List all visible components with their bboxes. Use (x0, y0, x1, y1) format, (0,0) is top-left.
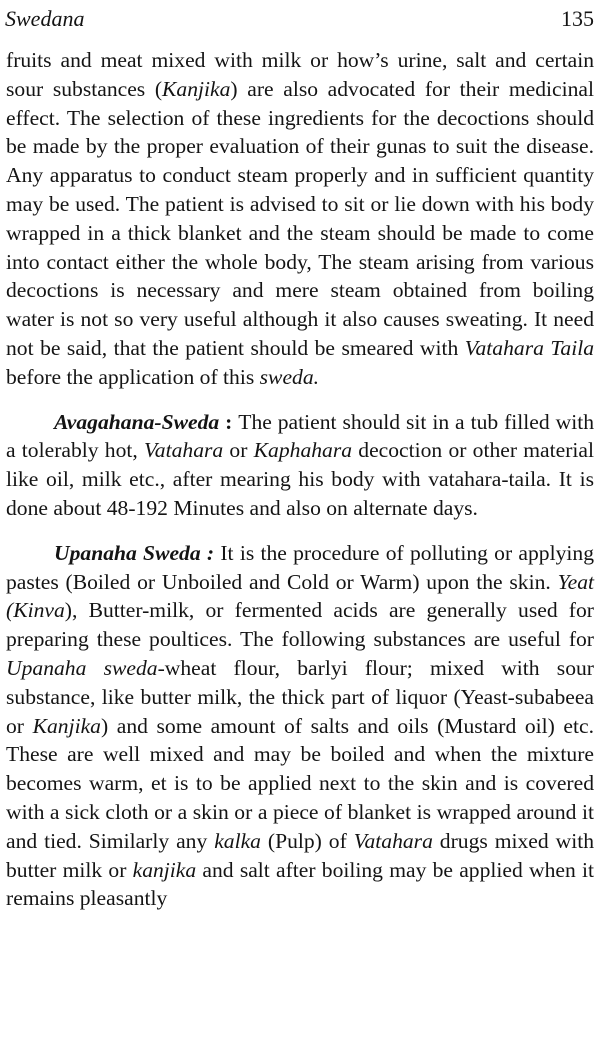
text-run: The patient should sit in a tub filled with a tolerably hot, (6, 409, 594, 463)
text-run: and salt after boiling may be applied when it remains pleasantly (6, 857, 594, 911)
body-text (6, 46, 594, 913)
text-run: or (223, 438, 254, 463)
text-run: (Pulp) of (260, 828, 354, 853)
text-run-italic: Vatahara (353, 828, 433, 853)
section-heading: Avagahana-Sweda (54, 409, 220, 434)
text-run-italic: Kaphahara (253, 438, 353, 463)
page-number: 135 (561, 6, 594, 31)
text-run: drugs mixed with butter milk or (6, 828, 595, 882)
text-run: decoction or other material like oil, milk etc., after mearing his body with vatahara-taila. It is done about 48-192 Minutes and also on alternate days. (6, 438, 594, 520)
text-run-italic: kanjika (132, 857, 197, 882)
text-run-italic: Kanjika (32, 713, 101, 738)
section-heading: Upanaha Sweda : (54, 540, 215, 565)
text-run-italic: Vatahara (144, 438, 224, 463)
text-run: ) are also advocated for their medicinal effect. The selection of these ingredients for the decoctions should be made by the proper evaluation of their gunas to suit the disease. Any apparatus to conduct steam properly and in sufficient quantity may be used. The patient is advised to sit or lie down with his body wrapped in a thick blanket and the steam should be made to come into contact either the whole body, The steam arising from various decoctions is necessary and mere steam obtained from boiling water is not so very useful although it also causes sweating. It need not be said, that the patient should be smeared with (6, 76, 594, 360)
text-run: fruits and meat mixed with milk or how’s urine, salt and certain sour substances ( (6, 48, 594, 101)
text-run-italic: Yeat (Kinva (6, 569, 594, 623)
running-header (5, 4, 594, 34)
heading-separator: : (219, 409, 239, 434)
text-run-italic: kalka (214, 828, 261, 853)
running-title: Swedana (5, 6, 85, 31)
text-run-italic: Kanjika (162, 76, 231, 101)
text-run-italic: Upanaha sweda (6, 655, 158, 680)
text-run: ), Butter-milk, or fermented acids are generally used for preparing these poultices. The following substances are useful for (6, 598, 594, 652)
text-run: It is the procedure of polluting or applying pastes (Boiled or Unboiled and Cold or Warm) upon the skin. (6, 540, 594, 594)
text-run: -wheat flour, barlyi flour; mixed with sour substance, like butter milk, the thick part of liquor (Yeast-subabeea or (6, 655, 594, 738)
paragraph-upanaha-sweda (6, 539, 594, 913)
paragraph-steam-sweda (6, 46, 594, 392)
text-run: ) and some amount of salts and oils (Mustard oil) etc. These are well mixed and may be boiled and when the mixture becomes warm, et is to be applied next to the skin and is covered with a sick cloth or a skin or a piece of blanket is wrapped around it and tied. Similarly any (6, 713, 594, 853)
text-run-italic: Vatahara Taila (464, 335, 594, 360)
text-run: before the application of this (6, 364, 260, 389)
paragraph-avagahana-sweda (6, 408, 594, 523)
text-run-italic: sweda. (259, 364, 320, 389)
